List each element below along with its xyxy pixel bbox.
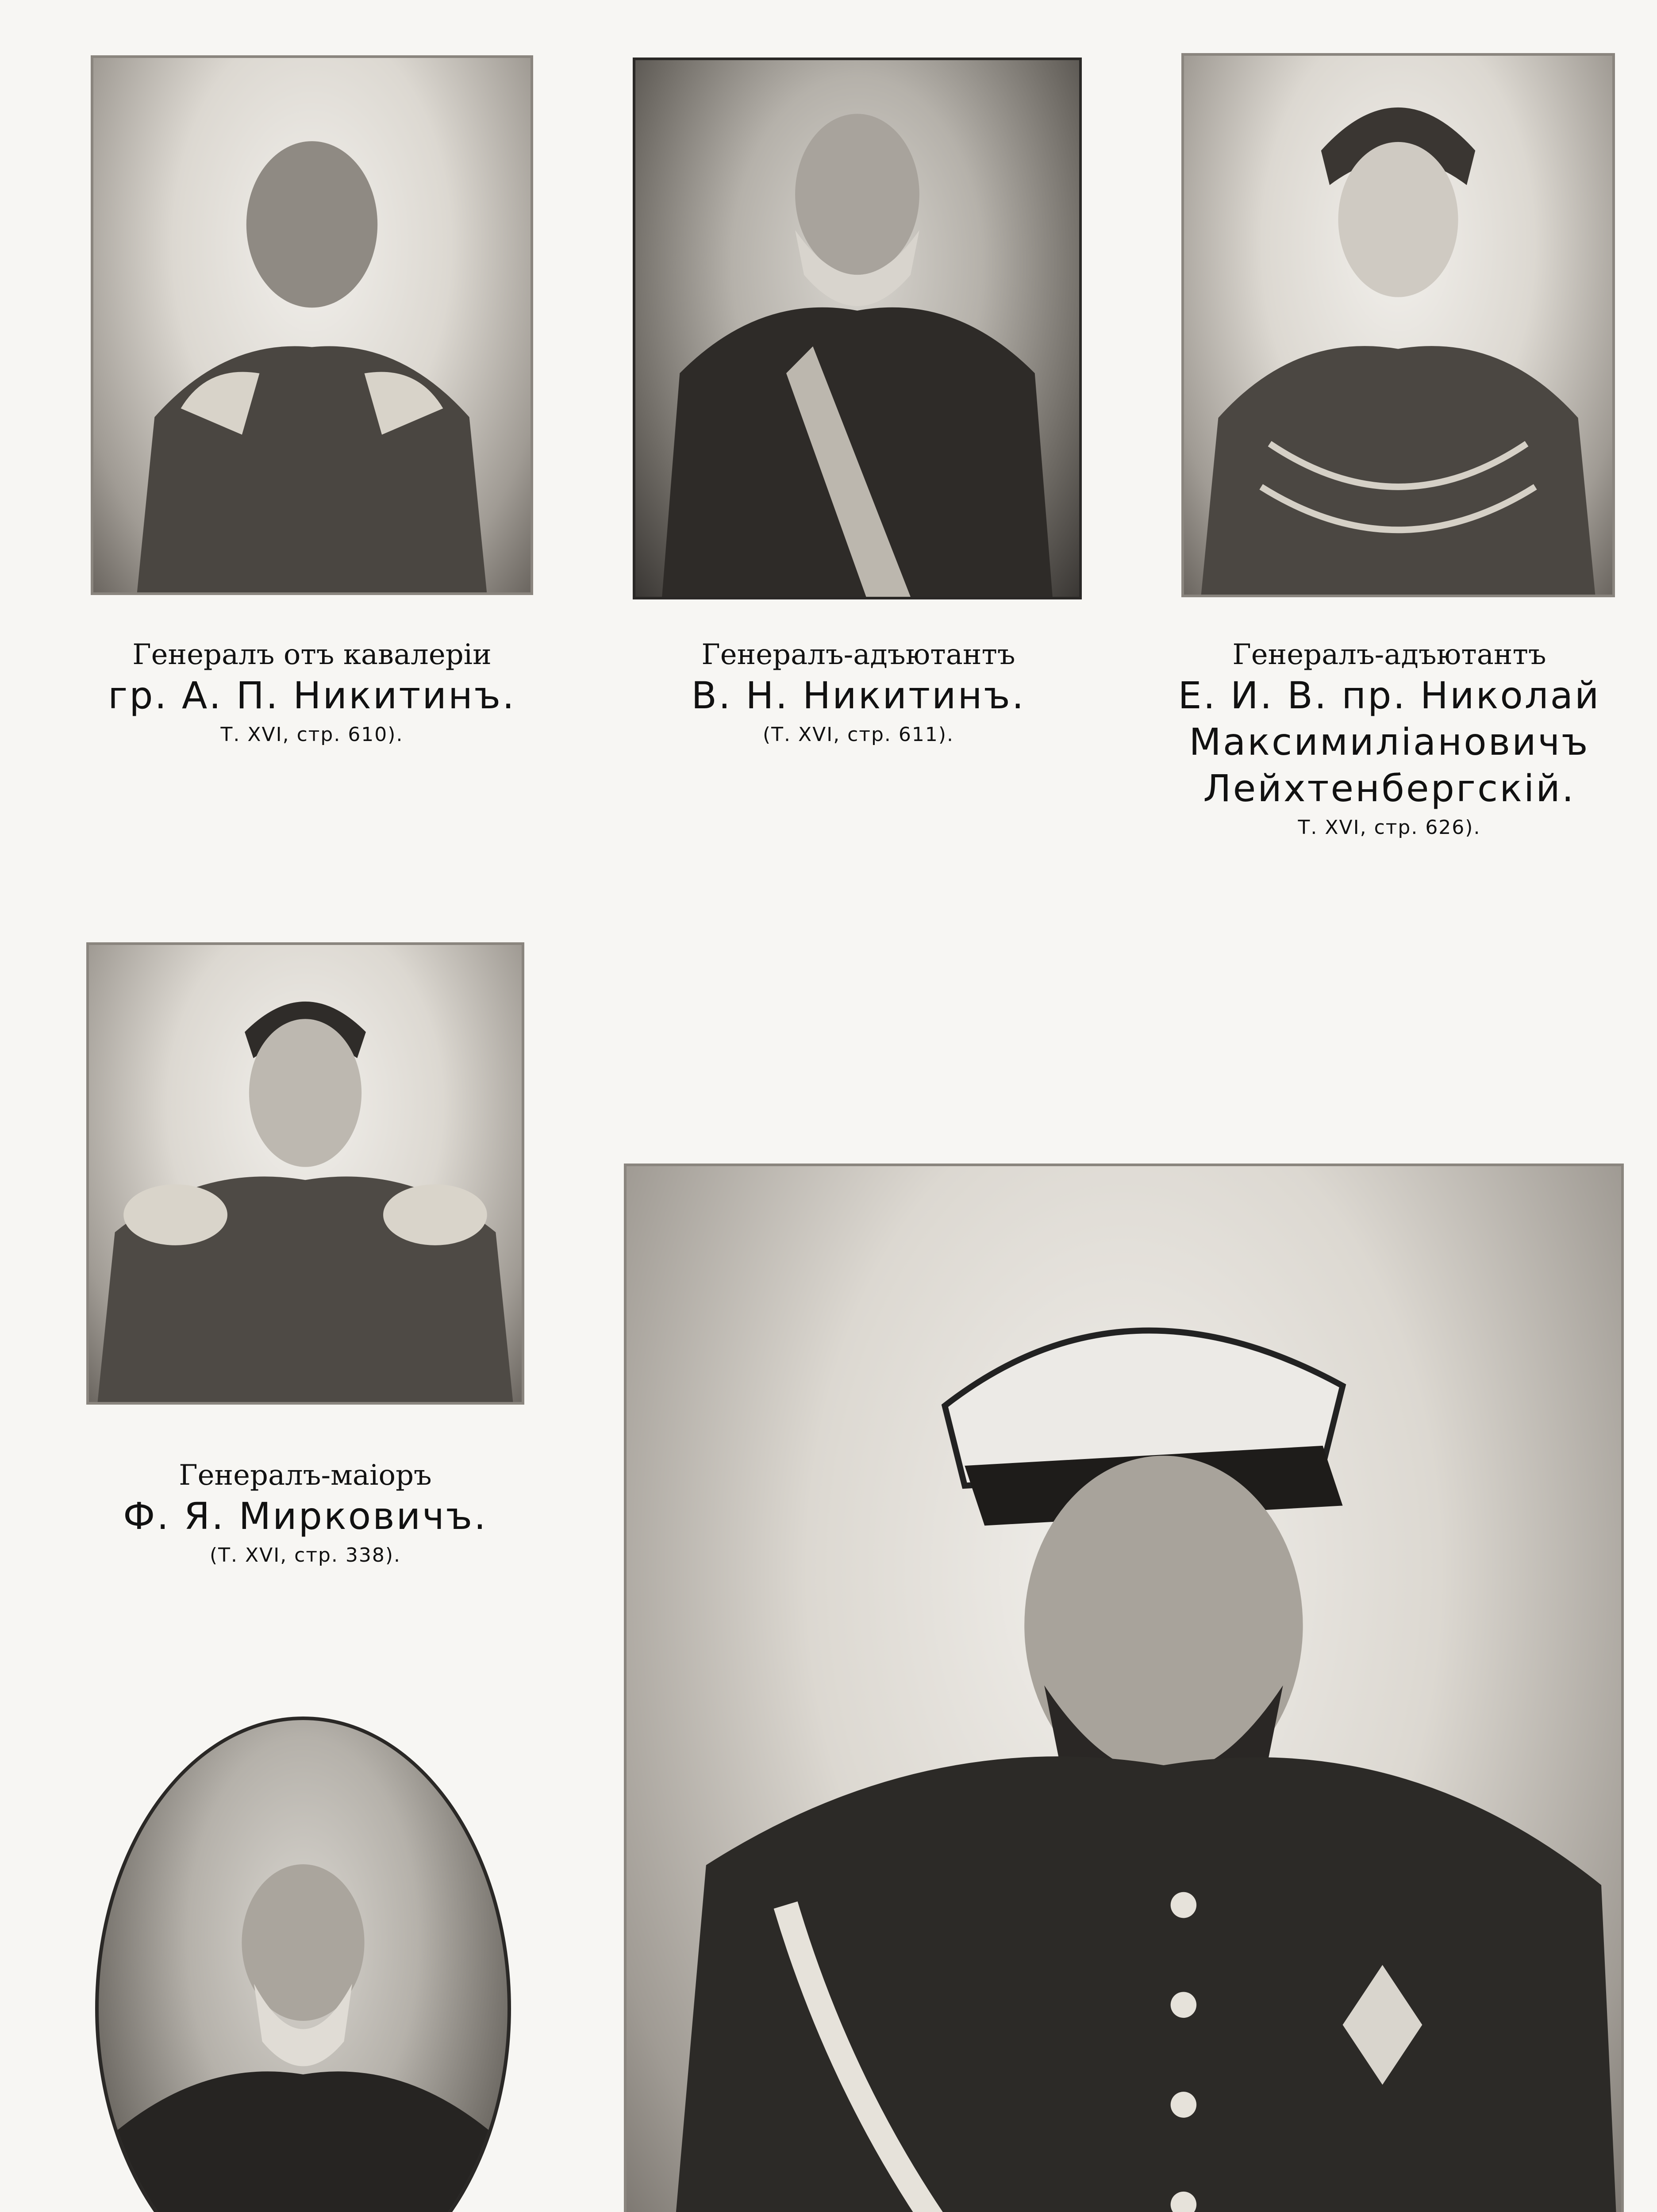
portrait-leuchtenberg: [1181, 53, 1615, 597]
caption-leuchtenberg: [1124, 637, 1655, 840]
portrait-silhouette-icon: [93, 58, 531, 592]
portrait-nikitin-vn: [633, 58, 1082, 599]
name-text: Ф. Я. Мирковичъ.: [123, 1494, 488, 1538]
portrait-silhouette-icon: [89, 945, 522, 1402]
volume-ref: (Т. XVI, стр. 338).: [209, 1544, 401, 1567]
portrait-nikitin-ap: [91, 55, 533, 595]
portrait-silhouette-icon: [627, 1166, 1621, 2212]
name-text: гр. А. П. Никитинъ.: [108, 674, 516, 717]
rank-text: Генералъ-маіоръ: [179, 1459, 432, 1492]
portrait-silhouette-icon: [635, 60, 1079, 597]
name-line-3: Лейхтенбергскій.: [1203, 767, 1576, 810]
portrait-mirkovich: [86, 942, 524, 1405]
volume-ref: (Т. XVI, стр. 611).: [762, 723, 954, 746]
caption-nikitin-vn: [593, 637, 1124, 747]
portrait-nebogatov: [95, 1717, 511, 2212]
name-text: В. Н. Никитинъ.: [691, 674, 1026, 717]
portrait-grand-duke: [624, 1164, 1624, 2212]
caption-nikitin-ap: [46, 637, 577, 747]
volume-ref: Т. XVI, стр. 610).: [220, 723, 404, 746]
portrait-silhouette-icon: [1184, 56, 1612, 595]
name-line-1: Е. И. В. пр. Николай: [1178, 674, 1601, 717]
rank-text: Генералъ-адъютантъ: [1232, 638, 1546, 671]
portrait-silhouette-icon: [99, 1720, 507, 2212]
name-line-2: Максимиліановичъ: [1189, 720, 1590, 764]
rank-text: Генералъ отъ кавалеріи: [132, 638, 492, 671]
rank-text: Генералъ-адъютантъ: [701, 638, 1015, 671]
volume-ref: Т. XVI, стр. 626).: [1298, 816, 1481, 839]
caption-mirkovich: [40, 1458, 571, 1567]
